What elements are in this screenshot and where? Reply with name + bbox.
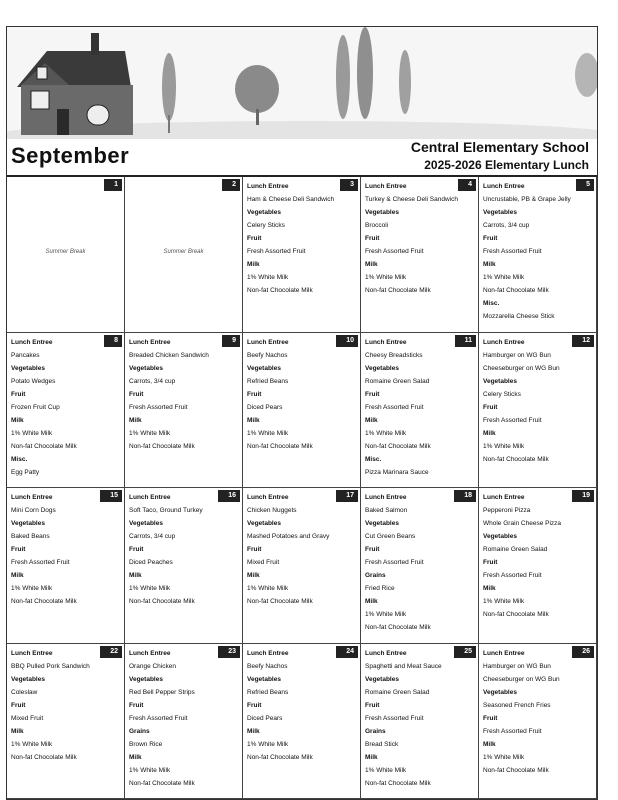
category-heading: Grains [129,727,150,735]
menu-item: Non-fat Chocolate Milk [247,442,313,450]
menu-item: Frozen Fruit Cup [11,403,60,411]
category-heading: Lunch Entree [129,494,171,501]
menu-item: Mixed Fruit [247,559,280,566]
menu-item: Baked Salmon [365,507,408,514]
menu-sheet [6,26,598,800]
menu-items [129,491,220,608]
break-note: Summer Break [163,249,204,255]
category-heading: Vegetables [247,675,281,683]
menu-items [11,647,102,764]
menu-item: Red Bell Pepper Strips [129,688,195,696]
menu-item: Romaine Green Salad [483,546,548,553]
menu-item: 1% White Milk [365,611,407,618]
menu-item: Non-fat Chocolate Milk [365,779,431,787]
menu-items [247,491,338,608]
menu-items [483,491,574,621]
menu-item: Non-fat Chocolate Milk [11,753,77,761]
menu-item: Uncrustable, PB & Grape Jelly [483,196,571,203]
menu-item: Potato Wedges [11,377,56,385]
category-heading: Lunch Entree [365,183,407,190]
category-heading: Milk [11,416,24,424]
menu-item: Seasoned French Fries [483,701,551,709]
category-heading: Lunch Entree [483,338,525,346]
menu-item: Orange Chicken [129,662,176,670]
menu-item: BBQ Pulled Pork Sandwich [11,662,90,670]
category-heading: Lunch Entree [11,338,53,346]
day-cell [479,333,597,489]
category-heading: Milk [247,416,260,424]
category-heading: Vegetables [129,364,163,372]
menu-item: Celery Sticks [483,390,521,398]
day-number: 8 [104,335,122,347]
day-cell [7,333,125,489]
menu-item: Whole Grain Cheese Pizza [483,520,562,527]
category-heading: Lunch Entree [247,183,289,190]
day-cell [243,644,361,800]
category-heading: Fruit [365,701,380,709]
menu-item: 1% White Milk [129,766,171,774]
menu-item: Non-fat Chocolate Milk [129,442,195,450]
menu-item: Fresh Assorted Fruit [129,714,188,722]
category-heading: Fruit [365,235,380,242]
day-number: 26 [572,646,594,658]
day-number: 23 [218,646,240,658]
category-heading: Lunch Entree [129,338,171,346]
menu-item: Carrots, 3/4 cup [129,377,176,385]
category-heading: Milk [129,753,142,761]
category-heading: Fruit [247,546,262,553]
menu-item: Non-fat Chocolate Milk [247,753,313,761]
menu-item: Hamburger on WG Bun [483,351,551,359]
menu-item: Non-fat Chocolate Milk [365,624,431,631]
category-heading: Vegetables [483,688,517,696]
menu-item: Cheeseburger on WG Bun [483,675,560,683]
menu-item: 1% White Milk [483,598,525,605]
category-heading: Vegetables [247,209,281,216]
menu-items [129,647,220,790]
category-heading: Vegetables [129,520,163,527]
day-cell [361,488,479,644]
menu-item: 1% White Milk [483,753,525,761]
menu-item: Non-fat Chocolate Milk [129,598,195,605]
menu-item: Celery Sticks [247,222,285,229]
menu-item: Ham & Cheese Deli Sandwich [247,196,335,203]
day-number: 2 [222,179,240,191]
category-heading: Lunch Entree [11,494,53,501]
menu-items [365,180,456,297]
menu-item: Non-fat Chocolate Milk [129,779,195,787]
menu-items [247,336,338,453]
category-heading: Milk [11,572,24,579]
menu-item: Beefy Nachos [247,351,288,359]
day-number: 16 [218,490,240,502]
menu-item: 1% White Milk [247,585,289,592]
menu-item: Pancakes [11,351,40,359]
category-heading: Lunch Entree [247,338,289,346]
category-heading: Fruit [247,390,262,398]
category-heading: Milk [247,261,260,268]
menu-items [247,180,338,297]
menu-item: Mozzarella Cheese Stick [483,313,555,320]
category-heading: Milk [483,585,496,592]
category-heading: Lunch Entree [483,649,525,657]
category-heading: Fruit [365,390,380,398]
menu-item: Fresh Assorted Fruit [365,559,424,566]
category-heading: Milk [365,261,378,268]
menu-item: Non-fat Chocolate Milk [11,442,77,450]
category-heading: Fruit [247,701,262,709]
category-heading: Fruit [129,701,144,709]
menu-item: Fresh Assorted Fruit [365,714,424,722]
day-number: 18 [454,490,476,502]
category-heading: Fruit [11,546,26,553]
menu-item: Fresh Assorted Fruit [483,248,542,255]
menu-item: Carrots, 3/4 cup [483,222,530,229]
category-heading: Milk [365,753,378,761]
menu-subtitle: 2025-2026 Elementary Lunch [424,158,589,172]
category-heading: Vegetables [365,520,399,527]
month-title: September [11,143,130,168]
header-illustration [7,27,597,139]
category-heading: Milk [247,572,260,579]
menu-item: Turkey & Cheese Deli Sandwich [365,196,458,203]
category-heading: Vegetables [483,209,517,216]
menu-item: 1% White Milk [129,585,171,592]
menu-calendar-grid [7,177,597,799]
category-heading: Misc. [365,455,382,463]
menu-item: Diced Pears [247,403,283,411]
house-and-trees-illustration [7,27,597,139]
menu-item: 1% White Milk [11,429,53,437]
menu-item: Fresh Assorted Fruit [247,248,306,255]
day-number: 22 [100,646,122,658]
menu-item: Pepperoni Pizza [483,507,531,514]
menu-item: Romaine Green Salad [365,377,430,385]
day-cell [361,177,479,333]
day-number: 17 [336,490,358,502]
day-cell [479,644,597,800]
category-heading: Vegetables [365,364,399,372]
day-number: 11 [455,335,476,347]
category-heading: Milk [483,261,496,268]
day-number: 9 [222,335,240,347]
day-number: 12 [572,335,594,347]
menu-item: Fried Rice [365,585,395,592]
menu-item: Brown Rice [129,740,163,748]
category-heading: Milk [129,572,142,579]
break-note: Summer Break [45,249,86,255]
category-heading: Vegetables [129,675,163,683]
category-heading: Lunch Entree [11,649,53,657]
category-heading: Lunch Entree [365,649,407,657]
menu-item: 1% White Milk [365,429,407,437]
menu-item: Baked Beans [11,533,50,540]
day-cell [243,333,361,489]
day-cell [7,488,125,644]
category-heading: Milk [365,598,378,605]
day-cell [361,333,479,489]
day-number: 5 [576,179,594,191]
menu-item: Diced Pears [247,714,283,722]
menu-item: Cut Green Beans [365,533,416,540]
day-cell [125,333,243,489]
day-cell [125,644,243,800]
category-heading: Vegetables [247,364,281,372]
category-heading: Fruit [129,390,144,398]
menu-item: Mini Corn Dogs [11,507,56,514]
day-number: 15 [100,490,122,502]
menu-item: Non-fat Chocolate Milk [365,442,431,450]
category-heading: Vegetables [11,675,45,683]
day-cell [361,644,479,800]
menu-item: Spaghetti and Meat Sauce [365,662,442,670]
menu-items [483,647,574,777]
menu-item: 1% White Milk [365,274,407,281]
menu-items [11,336,102,479]
menu-item: Non-fat Chocolate Milk [483,287,549,294]
menu-item: Non-fat Chocolate Milk [11,598,77,605]
category-heading: Milk [11,727,24,735]
day-cell [479,177,597,333]
category-heading: Milk [129,416,142,424]
category-heading: Vegetables [247,520,281,527]
category-heading: Grains [365,572,386,579]
menu-items [483,336,574,466]
menu-items [483,180,574,323]
menu-item: Mixed Fruit [11,714,44,722]
menu-item: Fresh Assorted Fruit [11,559,70,566]
day-number: 10 [336,335,358,347]
category-heading: Lunch Entree [247,649,289,657]
day-cell [125,488,243,644]
day-number: 1 [104,179,122,191]
menu-item: Diced Peaches [129,559,173,566]
menu-items [365,491,456,634]
day-number: 25 [454,646,476,658]
category-heading: Fruit [483,235,498,242]
day-cell [243,488,361,644]
menu-item: Bread Stick [365,740,399,748]
menu-item: Non-fat Chocolate Milk [247,598,313,605]
menu-item: Fresh Assorted Fruit [129,403,188,411]
menu-item: 1% White Milk [247,740,289,748]
category-heading: Lunch Entree [365,494,407,501]
menu-item: Beefy Nachos [247,662,288,670]
category-heading: Vegetables [365,675,399,683]
category-heading: Fruit [365,546,380,553]
category-heading: Vegetables [483,377,517,385]
day-number: 24 [336,646,358,658]
menu-item: 1% White Milk [483,442,525,450]
category-heading: Milk [247,727,260,735]
day-cell [243,177,361,333]
day-cell [7,644,125,800]
menu-item: Carrots, 3/4 cup [129,533,176,540]
menu-item: Fresh Assorted Fruit [483,572,542,579]
menu-item: Refried Beans [247,688,289,696]
day-number: 4 [458,179,476,191]
category-heading: Milk [365,416,378,424]
menu-item: Non-fat Chocolate Milk [483,455,549,463]
menu-items [365,336,456,479]
menu-item: Cheesy Breadsticks [365,351,423,359]
menu-item: Soft Taco, Ground Turkey [129,507,203,514]
day-cell [7,177,125,333]
menu-item: Fresh Assorted Fruit [365,248,424,255]
menu-item: 1% White Milk [129,429,171,437]
menu-item: Breaded Chicken Sandwich [129,351,209,359]
menu-item: Fresh Assorted Fruit [483,416,542,424]
category-heading: Milk [483,740,496,748]
menu-item: Romaine Green Salad [365,688,430,696]
menu-items [247,647,338,764]
school-name: Central Elementary School [410,139,589,155]
menu-item: 1% White Milk [483,274,525,281]
category-heading: Grains [365,727,386,735]
menu-item: Non-fat Chocolate Milk [365,287,431,294]
menu-item: Non-fat Chocolate Milk [483,611,549,618]
category-heading: Lunch Entree [365,338,407,346]
menu-item: 1% White Milk [11,585,53,592]
menu-item: Chicken Nuggets [247,507,297,514]
category-heading: Lunch Entree [129,649,171,657]
menu-item: Fresh Assorted Fruit [365,403,424,411]
category-heading: Fruit [483,403,498,411]
category-heading: Vegetables [11,520,45,527]
category-heading: Lunch Entree [247,494,289,501]
menu-item: Fresh Assorted Fruit [483,727,542,735]
category-heading: Milk [483,429,496,437]
category-heading: Fruit [11,390,26,398]
menu-item: Cheeseburger on WG Bun [483,364,560,372]
menu-item: Pizza Marinara Sauce [365,468,429,476]
category-heading: Fruit [11,701,26,709]
day-cell [125,177,243,333]
day-cell [479,488,597,644]
menu-items [365,647,456,790]
category-heading: Vegetables [483,533,517,540]
menu-item: Hamburger on WG Bun [483,662,551,670]
menu-item: 1% White Milk [11,740,53,748]
category-heading: Vegetables [11,364,45,372]
menu-item: Refried Beans [247,377,289,385]
menu-item: Egg Patty [11,468,40,476]
category-heading: Lunch Entree [483,494,525,501]
menu-item: 1% White Milk [247,274,289,281]
menu-item: Non-fat Chocolate Milk [247,287,313,294]
day-number: 19 [572,490,594,502]
day-number: 3 [340,179,358,191]
menu-item: 1% White Milk [247,429,289,437]
category-heading: Misc. [11,455,28,463]
category-heading: Fruit [483,714,498,722]
category-heading: Fruit [129,546,144,553]
menu-item: Mashed Potatoes and Gravy [247,533,330,540]
category-heading: Vegetables [365,209,399,216]
category-heading: Fruit [483,559,498,566]
category-heading: Misc. [483,300,500,307]
category-heading: Fruit [247,235,262,242]
menu-item: Coleslaw [11,688,38,696]
category-heading: Lunch Entree [483,183,525,190]
menu-item: 1% White Milk [365,766,407,774]
menu-item: Non-fat Chocolate Milk [483,766,549,774]
menu-items [129,336,220,453]
menu-items [11,491,102,608]
menu-item: Broccoli [365,222,389,229]
